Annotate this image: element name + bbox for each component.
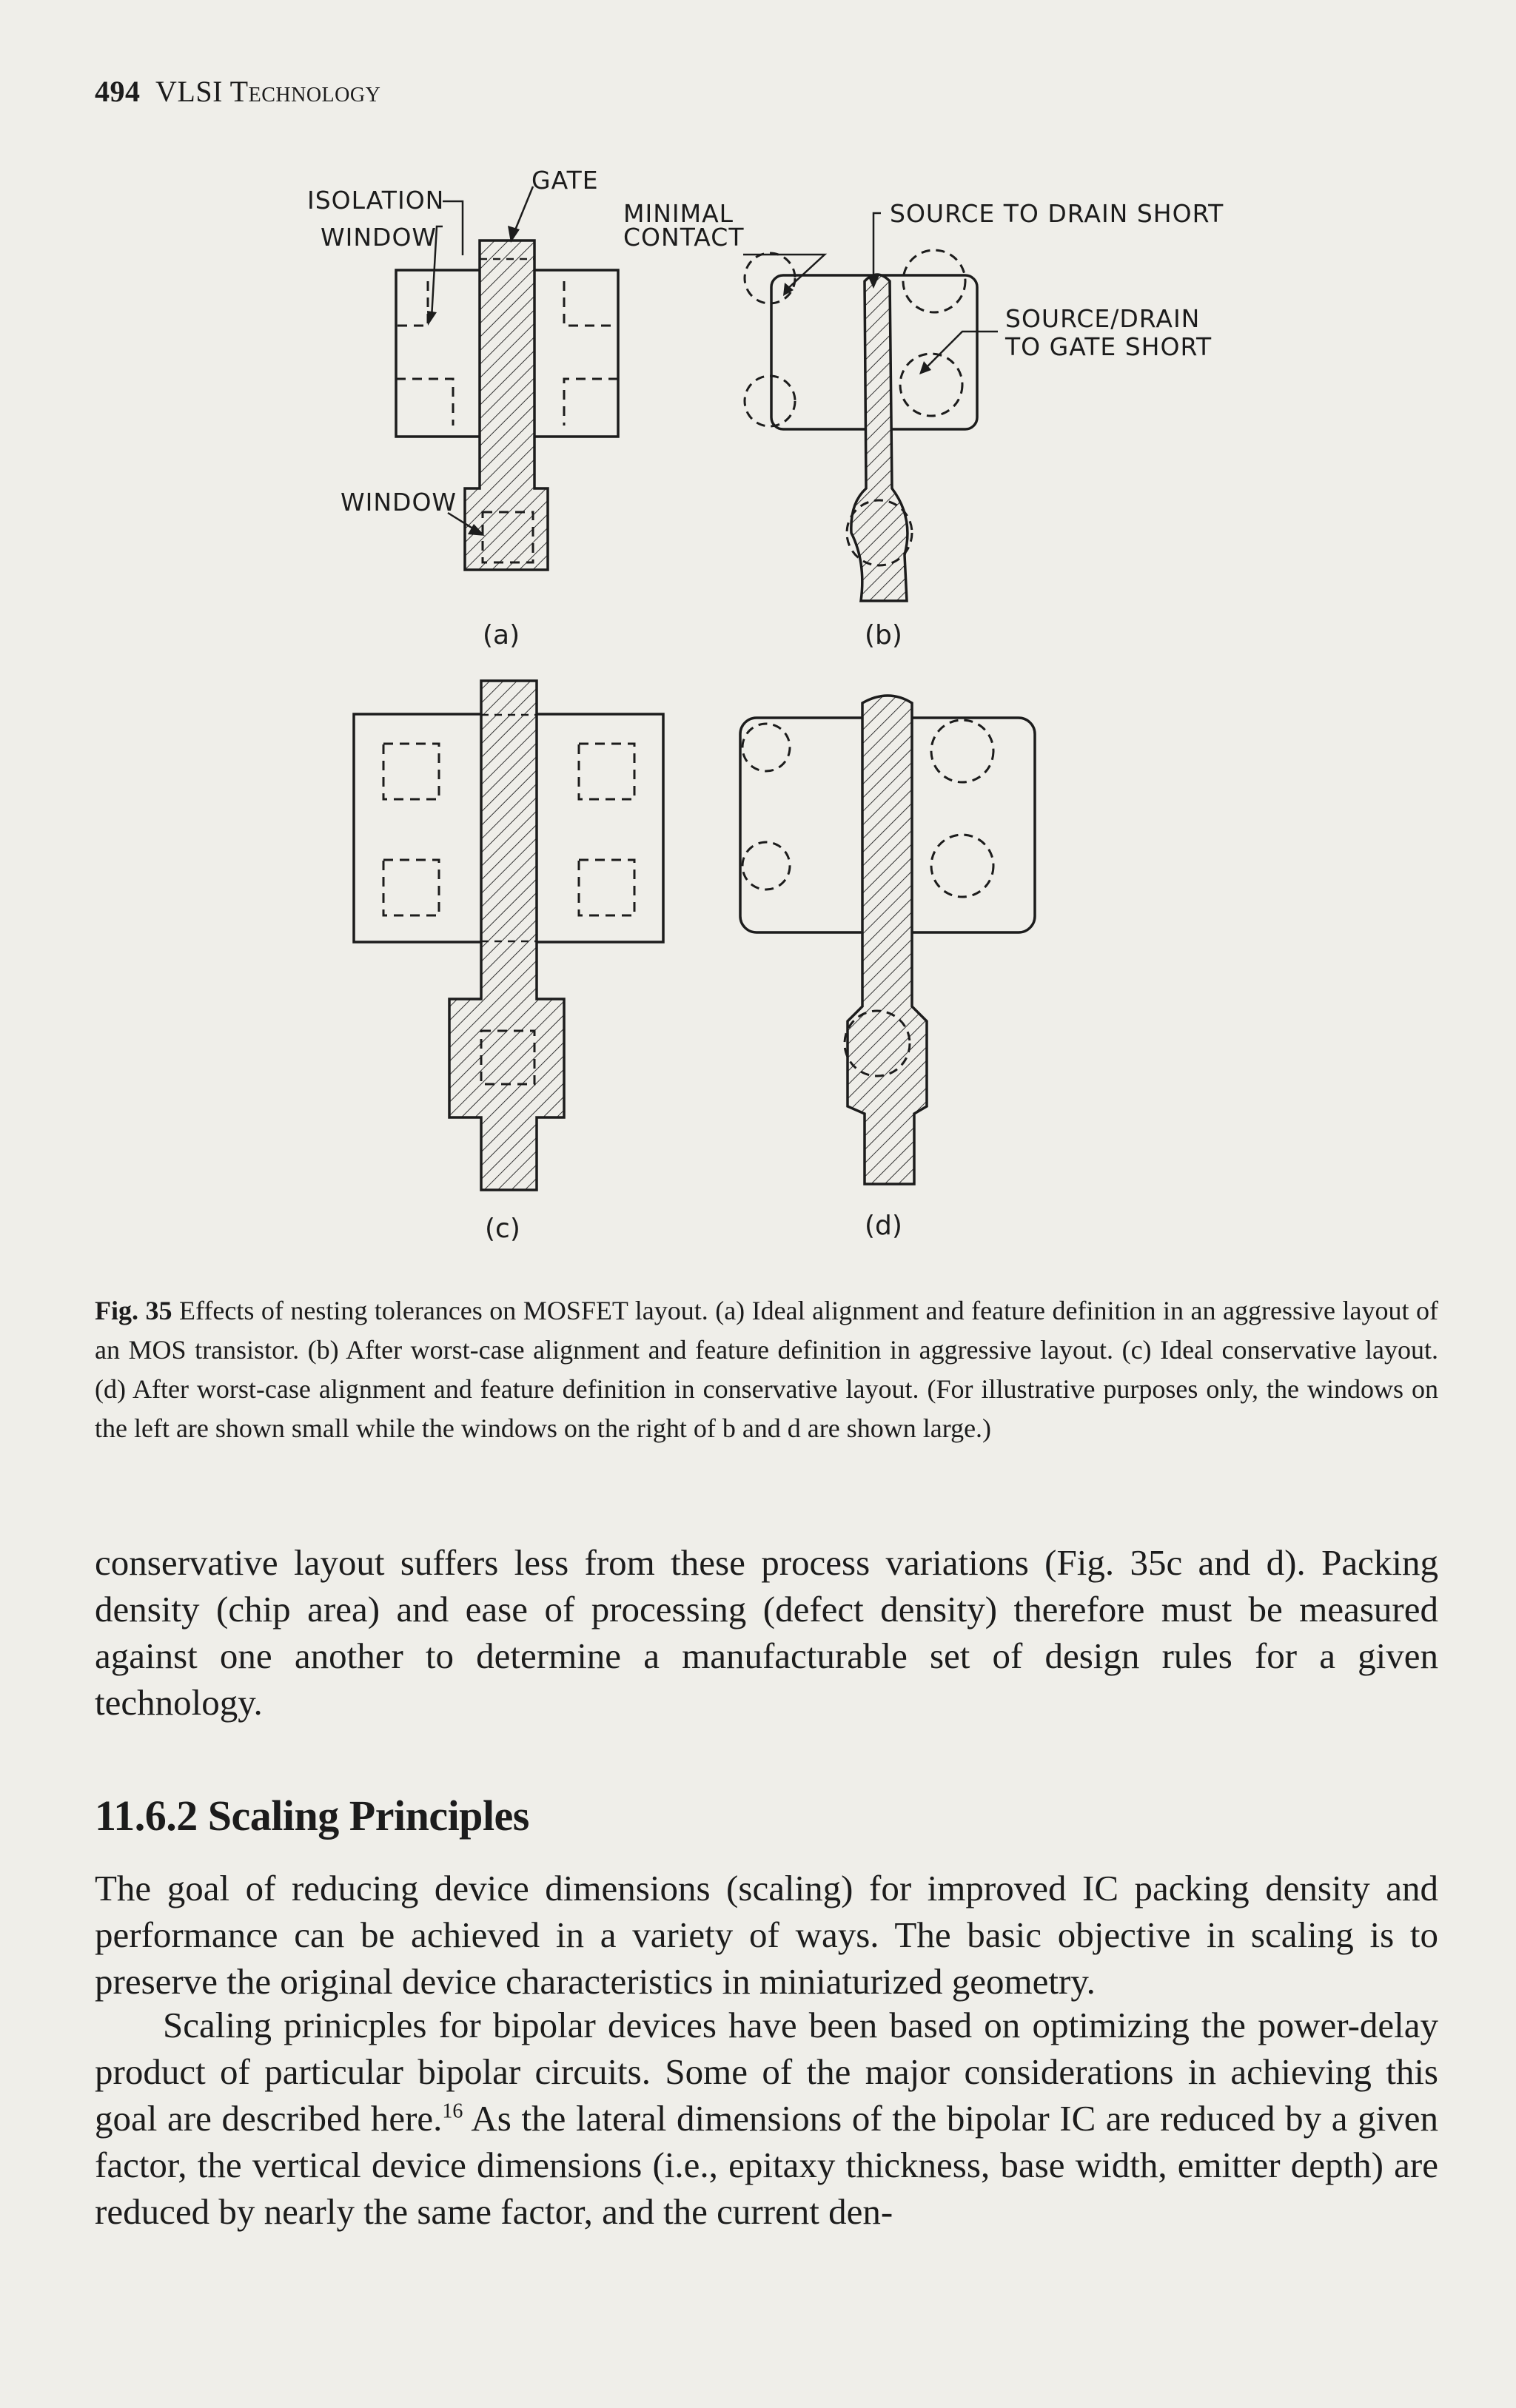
panel-label-d: (d) [865, 1211, 902, 1241]
panel-c-window [383, 744, 439, 799]
label-gate: GATE [531, 166, 599, 195]
panel-a-window [564, 281, 618, 326]
paragraph-3 [95, 2002, 1438, 2235]
caption-text: Effects of nesting tolerances on MOSFET layout. (a) Ideal alignment and feature definition in an aggressive layout of an MOS transistor. (b) After worst-case alignment and feature definition in aggressive layout. (c) Ideal conservative layout. (d) After worst-case alignment and feature definition in conservative layout. (For illustrative purposes only, the windows on the left are shown small while the windows on the right of b and d are shown large.) [95, 1296, 1439, 1443]
panel-a-window [396, 379, 453, 426]
page-number: 494 [95, 75, 141, 108]
figure-label: Fig. 35 [95, 1296, 172, 1325]
panel-c-window [579, 860, 634, 915]
panel-c-window [579, 744, 634, 799]
panel-d-contact-window [742, 842, 790, 889]
label-sd-gate-1: SOURCE/DRAIN [1005, 304, 1201, 333]
panel-label-b: (b) [865, 620, 902, 650]
panel-d-contact-window [742, 724, 790, 771]
panel-c-window [383, 860, 439, 915]
panel-b-contact-window [903, 250, 965, 312]
panel-c-drawing [354, 681, 663, 1190]
panel-b-contact-window [745, 376, 795, 426]
label-minimal: MINIMAL [623, 199, 734, 228]
paragraph-3-start: Scaling prinicples for bipolar devices have been based on optimizing the power-delay product of particular bipolar circuits. Some of the major considerations in achieving this goal are described here. [95, 2005, 1438, 2139]
panel-b-contact-window [745, 253, 795, 303]
panel-d-contact-window [931, 720, 993, 782]
paragraph-3-end: As the lateral dimensions of the bipolar IC are reduced by a given factor, the vertical device dimensions (i.e., epitaxy thickness, base width, emitter depth) are reduced by nearly the same factor, and the current den- [95, 2098, 1438, 2232]
panel-b-drawing [743, 213, 998, 601]
panel-label-c: (c) [485, 1214, 520, 1244]
label-source-drain-short: SOURCE TO DRAIN SHORT [890, 199, 1224, 228]
panel-label-a: (a) [483, 620, 520, 650]
label-window-top: WINDOW [321, 223, 437, 252]
reference-superscript: 16 [442, 2099, 463, 2123]
panel-a-window [564, 379, 618, 426]
label-contact: CONTACT [623, 223, 745, 252]
panel-c-gate [449, 681, 564, 1190]
label-sd-gate-2: TO GATE SHORT [1005, 332, 1213, 361]
figure-caption [95, 1291, 1438, 1448]
section-heading: 11.6.2 Scaling Principles [95, 1792, 529, 1840]
panel-d-gate [848, 696, 927, 1184]
panel-b-gate [851, 275, 908, 601]
label-isolation: ISOLATION [307, 186, 445, 215]
paragraph-2: The goal of reducing device dimensions (scaling) for improved IC packing density and performance can be achieved in a variety of ways. The basic objective in scaling is to preserve the original device characteristics in miniaturized geometry. [95, 1868, 1438, 2002]
running-title: VLSI Technology [155, 75, 381, 108]
panel-d-drawing [740, 696, 1035, 1184]
panel-d-contact-window [931, 835, 993, 897]
paragraph-1: conservative layout suffers less from these process variations (Fig. 35c and d). Packing density (chip area) and ease of processing (defect density) therefore must be measured against one another to determine a manufacturable set of design rules for a given technology. [95, 1542, 1438, 1723]
label-window-mid: WINDOW [341, 488, 457, 517]
panel-a-gate [465, 241, 548, 570]
panel-a-window [396, 281, 428, 326]
